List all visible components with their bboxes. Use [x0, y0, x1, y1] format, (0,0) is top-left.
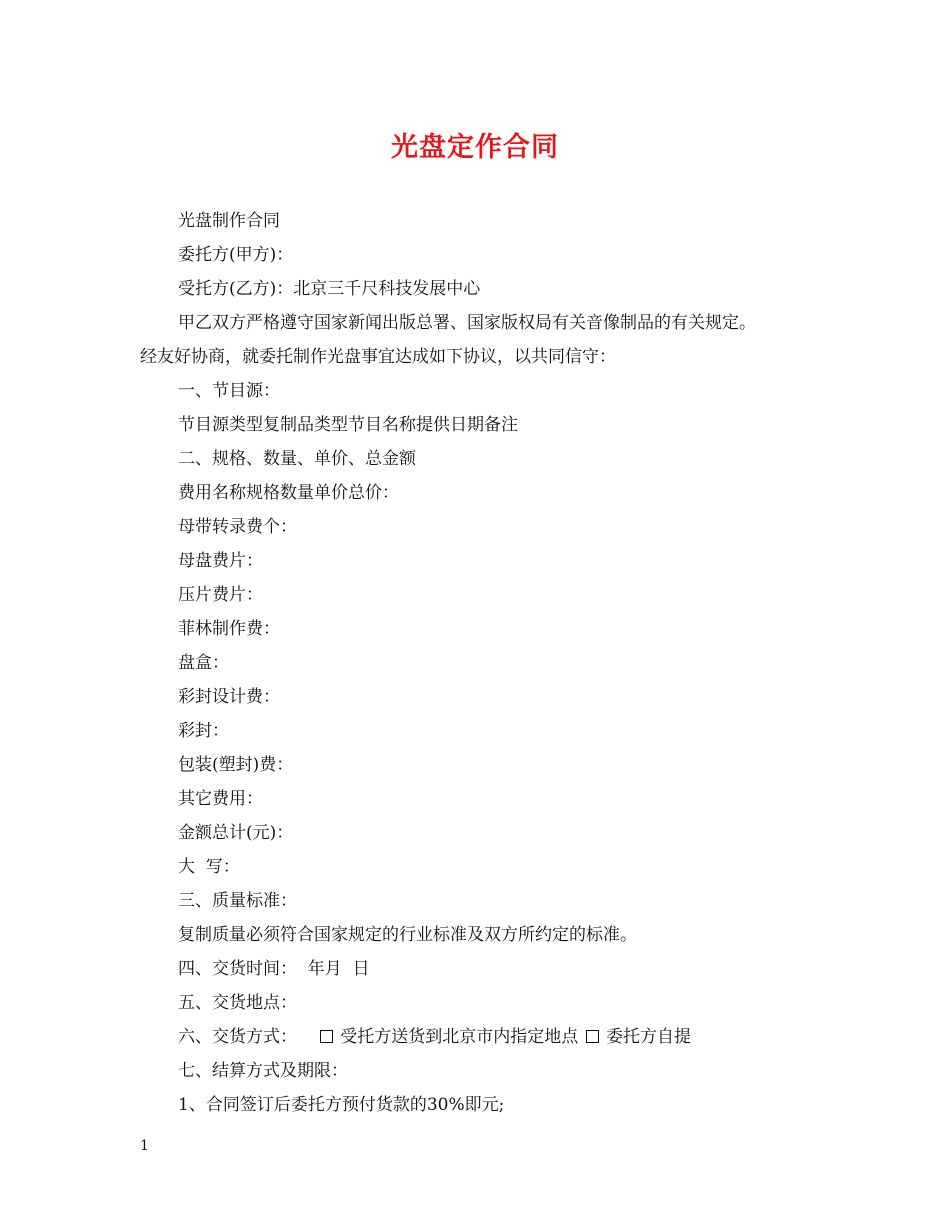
fee-item: 其它费用： — [178, 789, 263, 809]
section-heading: 四、交货时间： 年月 日 — [178, 959, 370, 979]
text-line: 费用名称规格数量单价总价： — [178, 483, 399, 503]
fee-item: 盘盒： — [178, 653, 229, 673]
text-line: 甲乙双方严格遵守国家新闻出版总署、国家版权局有关音像制品的有关规定。 — [178, 313, 756, 333]
checkbox-icon[interactable] — [586, 1030, 599, 1043]
fee-item: 母盘费片： — [178, 551, 263, 571]
delivery-option-seller: 受托方送货到北京市内指定地点 — [340, 1027, 579, 1047]
text-line: 受托方(乙方)：北京三千尺科技发展中心 — [178, 279, 481, 299]
page-number: 1 — [140, 1138, 149, 1154]
delivery-method-line — [140, 1020, 820, 1054]
text-line: 经友好协商，就委托制作光盘事宜达成如下协议，以共同信守： — [140, 347, 616, 367]
delivery-method-label: 六、交货方式： — [178, 1027, 297, 1047]
fee-item: 压片费片： — [178, 585, 263, 605]
fee-item: 彩封： — [178, 721, 229, 741]
text-line: 复制质量必须符合国家规定的行业标准及双方所约定的标准。 — [178, 925, 637, 945]
delivery-option-pickup: 委托方自提 — [606, 1027, 692, 1047]
amount-in-words: 大 写： — [178, 857, 240, 877]
fee-item: 母带转录费个： — [178, 517, 297, 537]
section-heading: 三、质量标准： — [178, 891, 297, 911]
document-title: 光盘定作合同 — [391, 132, 559, 163]
section-heading: 二、规格、数量、单价、总金额 — [178, 449, 416, 469]
section-heading: 一、节目源： — [178, 381, 280, 401]
fee-item: 菲林制作费： — [178, 619, 280, 639]
text-line: 节目源类型复制品类型节目名称提供日期备注 — [178, 415, 518, 435]
checkbox-icon[interactable] — [320, 1030, 333, 1043]
text-line: 1、合同签订后委托方预付货款的30%即元; — [178, 1095, 505, 1115]
text-line: 光盘制作合同 — [178, 211, 280, 231]
document-body — [140, 204, 820, 1122]
section-heading: 七、结算方式及期限： — [178, 1061, 348, 1081]
total-amount: 金额总计(元)： — [178, 823, 294, 843]
fee-item: 包装(塑封)费： — [178, 755, 294, 775]
text-line: 委托方(甲方)： — [178, 245, 294, 265]
fee-item: 彩封设计费： — [178, 687, 280, 707]
section-heading: 五、交货地点： — [178, 993, 297, 1013]
